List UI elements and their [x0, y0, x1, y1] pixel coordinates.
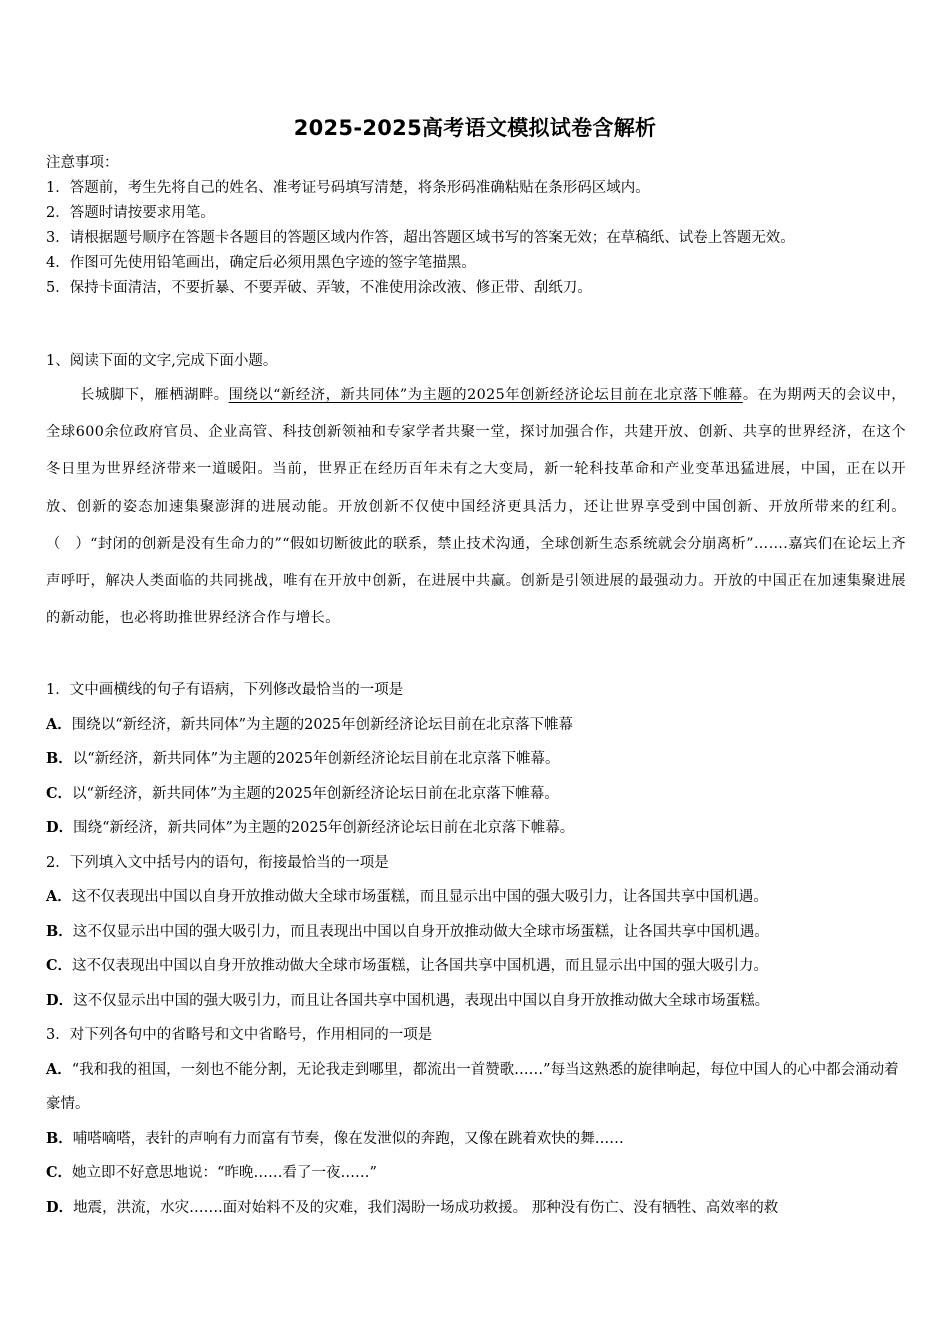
question-option: [46, 708, 906, 743]
option-label: C．: [46, 1164, 73, 1181]
notes-item: 4．作图可先使用铅笔画出，确定后必须用黑色字迹的签字笔描黑。: [46, 255, 476, 271]
notes-heading: 注意事项：: [46, 155, 119, 171]
option-label: A．: [46, 888, 72, 905]
question-option: [46, 777, 906, 812]
option-text: 这不仅表现出中国以自身开放推动做大全球市场蛋糕，让各国共享中国机遇，而且显示出中国的强大吸引力。: [72, 958, 769, 974]
question-stem: 3．对下列各句中的省略号和文中省略号，作用相同的一项是: [46, 1027, 433, 1043]
question-option: [46, 1122, 906, 1157]
reading-passage: [46, 377, 906, 637]
notes-item: 2．答题时请按要求用笔。: [46, 205, 215, 221]
option-text: 哺嗒嘀嗒，表针的声响有力而富有节奏，像在发泄似的奔跑，又像在跳着欢快的舞……: [72, 1130, 624, 1147]
question-option: [46, 915, 906, 950]
question-option: [46, 949, 906, 984]
questions-list: [46, 673, 906, 1225]
notes-section: [46, 151, 916, 301]
option-label: C．: [46, 957, 73, 974]
question-option: [46, 1053, 906, 1122]
question-option: [46, 811, 906, 846]
question-option: [46, 1191, 906, 1226]
option-text: 以“新经济，新共同体”为主题的2025年创新经济论坛日前在北京落下帷幕。: [72, 785, 559, 802]
notes-item: 1．答题前，考生先将自己的姓名、准考证号码填写清楚，将条形码准确粘贴在条形码区域内。: [46, 180, 650, 196]
option-label: B．: [46, 750, 73, 767]
question-option: [46, 742, 906, 777]
question-stem: 1．文中画横线的句子有语病，下列修改最恰当的一项是: [46, 682, 404, 698]
passage-text-rest: 。在为期两天的会议中，全球600余位政府官员、企业高管、科技创新领袖和专家学者共聚一堂，探讨加强合作，共建开放、创新、共享的世界经济，在这个冬日里为世界经济带来一道暖阳。当前，世界正在经历百年未有之大变局，新一轮科技革命和产业变革迅猛进展，中国，正在以开放、创新的姿态加速集聚澎湃的进展动能。开放创新不仅使中国经济更具活力，还让世界享受到中国创新、开放所带来的红利。（ ）“封闭的创新是没有生命力的”“假如切断彼此的联系，禁止技术沟通，全球创新生态系统就会分崩离析”…….嘉宾们在论坛上齐声呼吁，解决人类面临的共同挑战，唯有在开放中创新，在进展中共赢。创新是引领进展的最强动力。开放的中国正在加速集聚进展的新动能，也必将助推世界经济合作与增长。: [46, 387, 906, 627]
option-text: 她立即不好意思地说：“昨晚……看了一夜……”: [72, 1165, 377, 1181]
option-label: D．: [46, 819, 74, 836]
option-text: 围绕以“新经济，新共同体”为主题的2025年创新经济论坛目前在北京落下帷幕: [71, 716, 573, 733]
option-text: 地震，洪流，水灾…….面对始料不及的灾难，我们渴盼一场成功救援。 那种没有伤亡、没有牺牲、高效率的救: [73, 1199, 779, 1216]
option-label: A．: [46, 1060, 72, 1078]
option-label: D．: [46, 991, 74, 1009]
option-label: C．: [46, 784, 73, 802]
notes-item: 3．请根据题号顺序在答题卡各题目的答题区域内作答，超出答题区域书写的答案无效；在草稿纸、试卷上答题无效。: [46, 230, 795, 246]
option-text: 这不仅显示出中国的强大吸引力，而且表现出中国以自身开放推动做大全球市场蛋糕，让各国共享中国机遇。: [72, 923, 769, 940]
option-text: “我和我的祖国，一刻也不能分割，无论我走到哪里，都流出一首赞歌……”每当这熟悉的旋律响起，每位中国人的心中都会涌动着豪情。: [46, 1061, 899, 1112]
option-label: B．: [46, 1129, 73, 1147]
question-option: [46, 984, 906, 1019]
question-option: [46, 1156, 906, 1191]
underlined-sentence: 围绕以“新经济，新共同体”为主题的2025年创新经济论坛目前在北京落下帷幕: [228, 387, 743, 403]
option-text: 以“新经济，新共同体”为主题的2025年创新经济论坛目前在北京落下帷幕。: [72, 751, 560, 767]
option-label: D．: [46, 1198, 74, 1216]
option-label: B．: [46, 922, 73, 940]
option-label: A．: [46, 715, 72, 733]
question-stem: 2．下列填入文中括号内的语句，衔接最恰当的一项是: [46, 854, 389, 871]
passage-text-start: 长城脚下，雁栖湖畔。: [80, 387, 229, 403]
option-text: 这不仅表现出中国以自身开放推动做大全球市场蛋糕，而且显示出中国的强大吸引力，让各国共享中国机遇。: [71, 889, 768, 905]
option-text: 这不仅显示出中国的强大吸引力，而且让各国共享中国机遇，表现出中国以自身开放推动做大全球市场蛋糕。: [73, 992, 770, 1009]
notes-item: 5．保持卡面清洁，不要折暴、不要弄破、弄皱，不准使用涂改液、修正带、刮纸刀。: [46, 280, 592, 296]
page-title: 2025-2025高考语文模拟试卷含解析: [293, 116, 657, 140]
option-text: 围绕“新经济，新共同体”为主题的2025年创新经济论坛日前在北京落下帷幕。: [73, 820, 575, 836]
question-option: [46, 880, 906, 915]
section-heading: 1、阅读下面的文字,完成下面小题。: [46, 353, 278, 369]
